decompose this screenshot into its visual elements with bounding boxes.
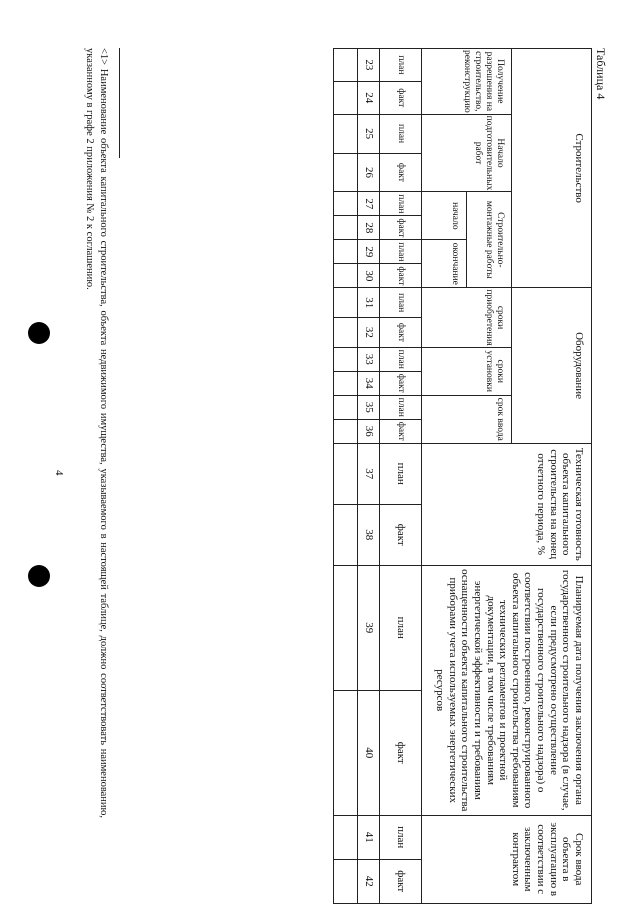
- empty-cell: [334, 419, 358, 443]
- column-number: 42: [358, 859, 380, 903]
- column-number: 39: [358, 565, 380, 690]
- header-smr-end: окончание: [422, 240, 467, 288]
- empty-cell: [334, 264, 358, 288]
- fact-label: факт: [380, 504, 422, 565]
- empty-cell: [334, 371, 358, 395]
- footnote-text: Наименование объекта капитального строительства, объекта недвижимого имущества, указываемого в настоящей таблице, должно соответствовать наименованию, указанному в графе 2 приложения № 2 к соглашению.: [83, 48, 109, 819]
- plan-label: план: [380, 347, 422, 371]
- header-prep-works: Начало подготовительных работ: [422, 114, 512, 192]
- column-number: 29: [358, 240, 380, 264]
- fact-label: факт: [380, 690, 422, 815]
- column-number: 36: [358, 419, 380, 443]
- fact-label: факт: [380, 153, 422, 192]
- plan-label: план: [380, 443, 422, 504]
- column-number: 38: [358, 504, 380, 565]
- table-4: [333, 48, 592, 904]
- column-number: 31: [358, 288, 380, 318]
- fact-label: факт: [380, 371, 422, 395]
- fact-label: факт: [380, 81, 422, 114]
- empty-cell: [334, 318, 358, 348]
- empty-cell: [334, 192, 358, 216]
- footnote: [82, 48, 110, 818]
- table-caption: Таблица 4: [594, 48, 608, 100]
- column-number: 26: [358, 153, 380, 192]
- header-readiness: Техническая готовность объекта капитального строительства на конец отчетного периода, %: [422, 443, 592, 565]
- plan-label: план: [380, 240, 422, 264]
- empty-cell: [334, 240, 358, 264]
- column-number: 28: [358, 216, 380, 240]
- plan-label: план: [380, 565, 422, 690]
- plan-label: план: [380, 815, 422, 859]
- column-number: 35: [358, 395, 380, 419]
- header-smr: Строительно-монтажные работы: [467, 192, 512, 288]
- empty-cell: [334, 815, 358, 859]
- header-commission: Срок ввода объекта в эксплуатацию в соответствии с заключенным контрактом: [422, 815, 592, 903]
- page-number: 4: [53, 470, 65, 476]
- header-permit-date: Планируемая дата получения заключения органа государственного строительного надзора (в случае, если предусмотрено осуществление государственного строительного надзора) о соответствии построенного, реконструированного объекта капитального строительства требованиям технических регламентов и проектной документации, в том числе требованиям энергетической эффективности и требованиям оснащенности объекта капитального строительства приборами учета используемых энергетических ресурсов: [422, 565, 592, 815]
- column-number: 24: [358, 81, 380, 114]
- footnote-marker: <1>: [98, 48, 109, 66]
- fact-label: факт: [380, 318, 422, 348]
- column-number: 37: [358, 443, 380, 504]
- header-permit: Получение разрешения на строительство, реконструкцию: [422, 49, 512, 115]
- header-eq-purchase: сроки приобретения: [422, 288, 512, 347]
- empty-cell: [334, 443, 358, 504]
- empty-cell: [334, 565, 358, 690]
- empty-cell: [334, 504, 358, 565]
- column-number: 25: [358, 114, 380, 153]
- plan-label: план: [380, 288, 422, 318]
- column-number: 27: [358, 192, 380, 216]
- header-eq-commission: срок ввода: [422, 395, 512, 443]
- empty-cell: [334, 859, 358, 903]
- header-equipment: Оборудование: [512, 288, 592, 443]
- column-number: 40: [358, 690, 380, 815]
- column-number: 34: [358, 371, 380, 395]
- footnote-separator: [119, 48, 120, 158]
- column-number: 30: [358, 264, 380, 288]
- empty-cell: [334, 216, 358, 240]
- header-construction: Строительство: [512, 49, 592, 288]
- empty-cell: [334, 288, 358, 318]
- empty-cell: [334, 49, 358, 82]
- column-number: 33: [358, 347, 380, 371]
- fact-label: факт: [380, 264, 422, 288]
- empty-cell: [334, 347, 358, 371]
- empty-cell: [334, 81, 358, 114]
- header-smr-start: начало: [422, 192, 467, 240]
- plan-label: план: [380, 49, 422, 82]
- empty-cell: [334, 395, 358, 419]
- plan-label: план: [380, 192, 422, 216]
- empty-cell: [334, 153, 358, 192]
- header-eq-install: сроки установки: [422, 347, 512, 395]
- plan-label: план: [380, 114, 422, 153]
- fact-label: факт: [380, 419, 422, 443]
- empty-cell: [334, 690, 358, 815]
- fact-label: факт: [380, 216, 422, 240]
- plan-label: план: [380, 395, 422, 419]
- column-number: 23: [358, 49, 380, 82]
- empty-cell: [334, 114, 358, 153]
- column-number: 32: [358, 318, 380, 348]
- column-number: 41: [358, 815, 380, 859]
- fact-label: факт: [380, 859, 422, 903]
